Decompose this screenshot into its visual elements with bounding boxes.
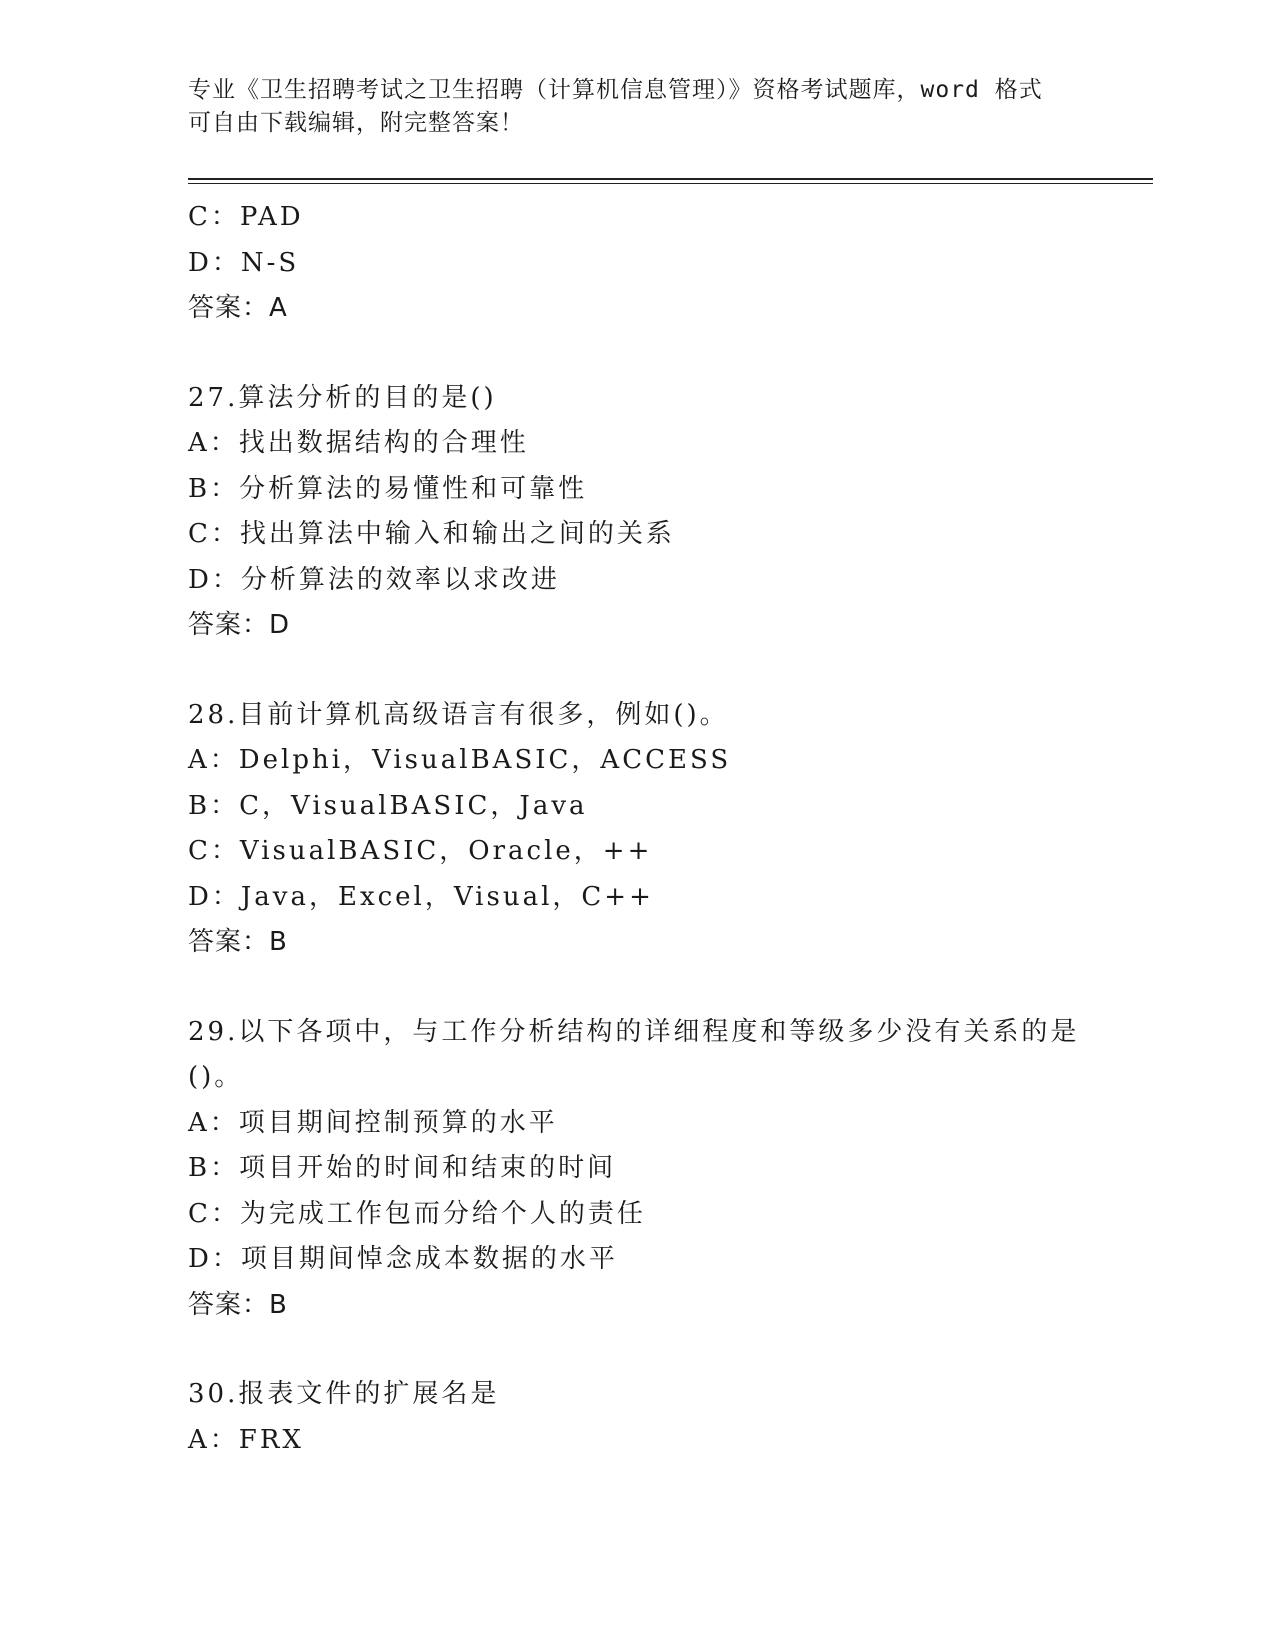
answer: 答案：B: [188, 1289, 288, 1320]
option-a: A：FRX: [188, 1424, 304, 1455]
question-27: [188, 376, 1088, 649]
spacer: [188, 332, 1088, 376]
spacer: [188, 649, 1088, 693]
question-stem: 28.目前计算机高级语言有很多，例如()。: [188, 699, 729, 730]
option-c: C：PAD: [188, 202, 304, 232]
answer: 答案：D: [188, 610, 291, 640]
answer: 答案：B: [188, 927, 288, 957]
header-divider: [188, 178, 1153, 184]
option-a: A：Delphi，VisualBASIC，ACCESS: [188, 745, 732, 775]
question-stem: 30.报表文件的扩展名是: [188, 1379, 500, 1409]
option-c: C：找出算法中输入和输出之间的关系: [188, 519, 675, 549]
question-28: [188, 693, 1088, 966]
option-b: B：项目开始的时间和结束的时间: [188, 1153, 617, 1183]
answer: 答案：A: [188, 293, 288, 323]
question-30: [188, 1372, 1088, 1463]
option-c: C：为完成工作包而分给个人的责任: [188, 1198, 646, 1229]
question-stem: 27.算法分析的目的是(): [188, 382, 497, 413]
option-d: D：分析算法的效率以求改进: [188, 564, 560, 595]
option-a: A：项目期间控制预算的水平: [188, 1107, 558, 1138]
document-body: [188, 195, 1088, 1463]
question-stem-line-1: 29.以下各项中，与工作分析结构的详细程度和等级多少没有关系的是: [188, 1016, 1080, 1047]
option-d: D：N-S: [188, 247, 300, 278]
header-line-1: 专业《卫生招聘考试之卫生招聘（计算机信息管理）》资格考试题库，word 格式: [188, 77, 1043, 103]
page-header: [188, 74, 1088, 140]
header-line-2: 可自由下载编辑，附完整答案！: [188, 110, 524, 136]
option-c: C：VisualBASIC，Oracle，++: [188, 836, 653, 866]
spacer: [188, 1328, 1088, 1372]
option-b: B：分析算法的易懂性和可靠性: [188, 473, 588, 504]
option-b: B：C，VisualBASIC，Java: [188, 790, 588, 821]
spacer: [188, 966, 1088, 1010]
option-a: A：找出数据结构的合理性: [188, 428, 529, 458]
option-d: D：Java，Excel，Visual，C++: [188, 881, 654, 912]
question-29: [188, 1010, 1088, 1329]
question-stem-line-2: ()。: [188, 1062, 244, 1092]
option-d: D：项目期间悼念成本数据的水平: [188, 1244, 618, 1274]
question-26-tail: [188, 195, 1088, 332]
